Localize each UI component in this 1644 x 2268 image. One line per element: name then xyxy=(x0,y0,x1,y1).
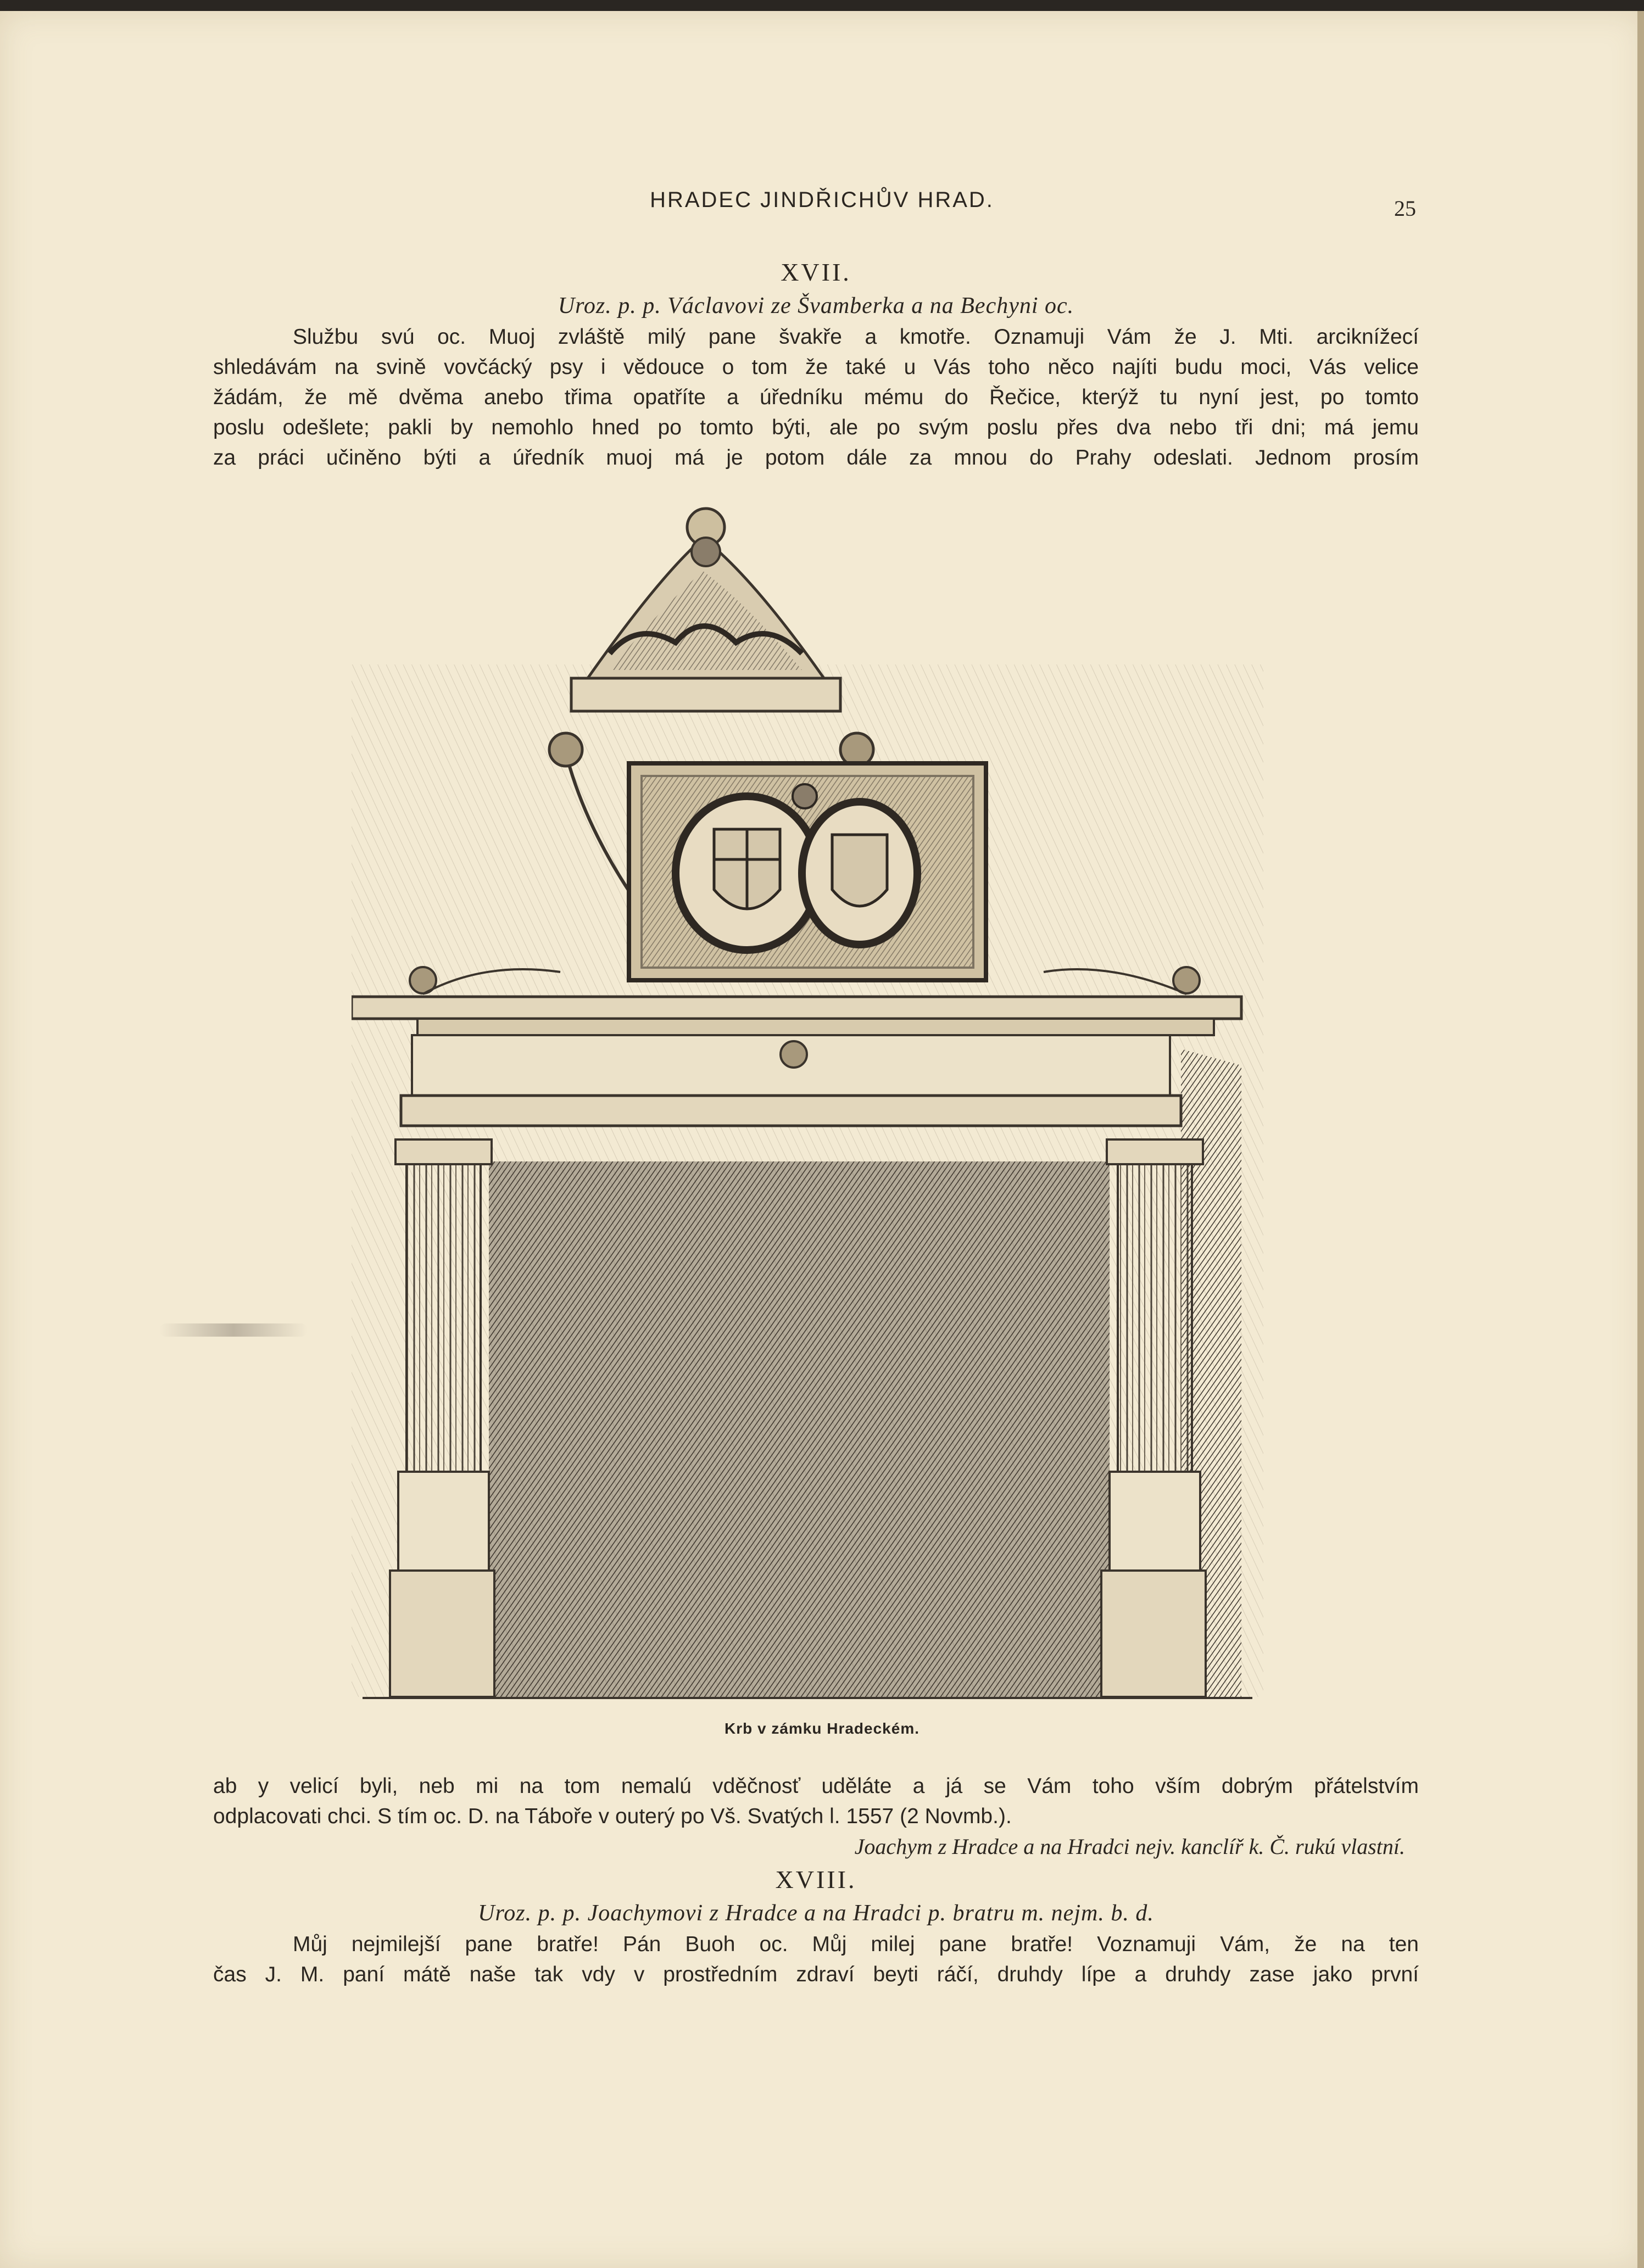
section-numeral: XVII. xyxy=(781,258,851,286)
fireplace-engraving xyxy=(352,500,1263,1708)
letter-salutation: Uroz. p. p. Václavovi ze Švamberka a na Bechyni oc. xyxy=(558,293,1074,319)
text-line: shledávám na svině vovčácký psy i vědouce o tom že také u Vás toho něco najíti budu moci, Vás velice xyxy=(213,355,1419,379)
ink-smudge xyxy=(159,1323,308,1337)
letter-salutation: Uroz. p. p. Joachymovi z Hradce a na Hradci p. bratru m. nejm. b. d. xyxy=(478,1901,1154,1926)
text-line: Službu svú oc. Muoj zvláště milý pane švakře a kmotře. Oznamuji Vám že J. Mti. arciknížecí xyxy=(293,325,1419,349)
letter-signature: Joachym z Hradce a na Hradci nejv. kanclíř k. Č. rukú vlastní. xyxy=(854,1834,1405,1859)
text-line: čas J. M. paní mátě naše tak vdy v prostředním zdraví beyti ráčí, druhdy lípe a druhdy zase jako první xyxy=(213,1963,1419,1986)
page-edge xyxy=(1637,11,1644,2268)
text-line: poslu odešlete; pakli by nemohlo hned po tomto býti, ale po svým poslu přes dva nebo tři dni; má jemu xyxy=(213,416,1419,439)
running-title: HRADEC JINDŘICHŮV HRAD. xyxy=(650,188,994,212)
text-line: žádám, že mě dvěma anebo třima opatříte a úředníku mému do Řečice, kterýž tu nyní jest, po tomto xyxy=(213,386,1419,409)
page-header xyxy=(0,188,1644,221)
page-number: 25 xyxy=(1394,196,1416,221)
text-line: ab y velicí byli, neb mi na tom nemalú vděčnosť uděláte a já se Vám toho vším dobrým přátelstvím xyxy=(213,1774,1419,1798)
text-line: odplacovati chci. S tím oc. D. na Táboře v outerý po Vš. Svatých l. 1557 (2 Novmb.). xyxy=(213,1805,1012,1828)
letter-xvii xyxy=(213,255,1419,473)
figure-caption: Krb v zámku Hradeckém. xyxy=(724,1720,920,1737)
book-page xyxy=(0,11,1644,2268)
letter-text-continued xyxy=(213,1771,1419,1990)
text-line: Můj nejmilejší pane bratře! Pán Buoh oc. Můj milej pane bratře! Voznamuji Vám, že na ten xyxy=(293,1932,1419,1956)
text-line: za práci učiněno býti a úředník muoj má je potom dále za mnou do Prahy odeslati. Jednom prosím xyxy=(213,446,1419,470)
section-numeral: XVIII. xyxy=(775,1865,857,1893)
fireplace-illustration xyxy=(352,500,1263,1708)
